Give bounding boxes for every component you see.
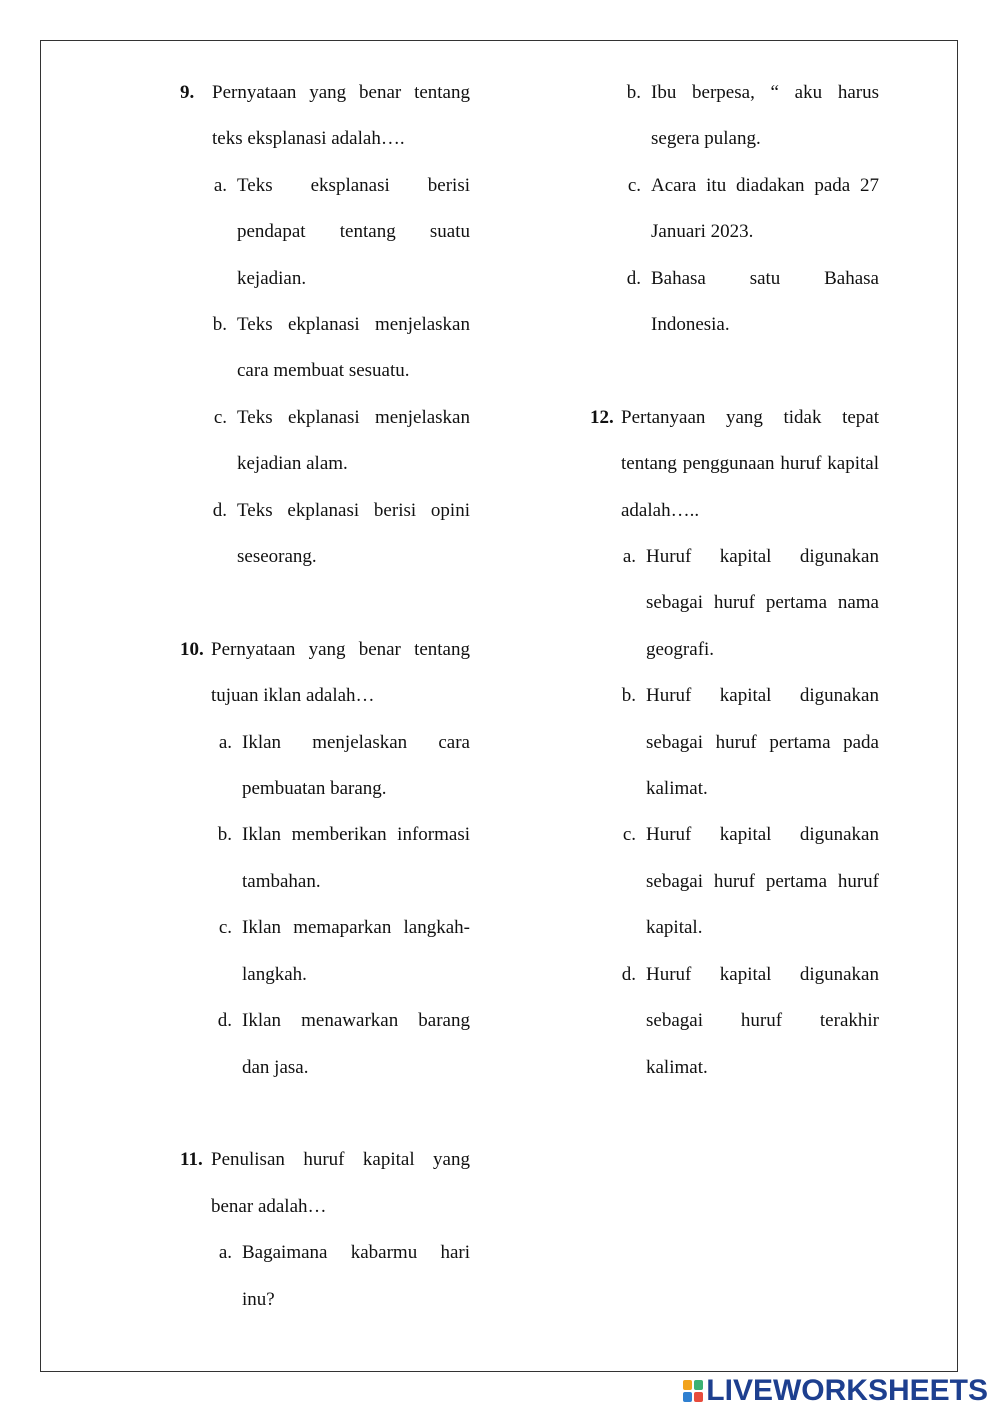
option-letter: d. (621, 963, 636, 985)
option-c[interactable] (180, 395, 470, 488)
options-list (590, 534, 879, 1091)
option-letter: c. (213, 406, 227, 428)
option-letter: d. (626, 267, 641, 289)
option-d[interactable] (180, 488, 470, 581)
option-text: Teks ekplanasi menjelaskan kejadian alam. (237, 406, 470, 475)
option-letter: c. (627, 174, 641, 196)
option-letter: b. (621, 685, 636, 707)
option-letter: b. (626, 82, 641, 103)
option-letter: b. (217, 824, 232, 846)
question-11-stem (180, 1137, 470, 1230)
question-12-stem (590, 395, 879, 534)
option-text: Teks ekplanasi berisi opini seseorang. (237, 499, 470, 568)
option-letter: a. (622, 546, 636, 568)
option-text: Iklan memberikan informasi tambahan. (242, 824, 470, 892)
option-letter: c. (218, 917, 232, 939)
option-text: Teks eksplanasi berisi pendapat tentang suatu kejadian. (237, 174, 470, 289)
option-a[interactable] (180, 1230, 470, 1323)
question-10 (180, 627, 470, 1091)
option-b[interactable] (180, 812, 470, 905)
option-text: Huruf kapital digunakan sebagai huruf pertama huruf kapital. (646, 824, 879, 939)
liveworksheets-logo-icon (683, 1380, 703, 1402)
option-letter: a. (218, 731, 232, 753)
question-number: 9. (180, 82, 195, 103)
option-text: Teks ekplanasi menjelaskan cara membuat sesuatu. (237, 314, 470, 382)
right-column (590, 70, 879, 1137)
options-list (590, 70, 879, 348)
question-9 (180, 70, 470, 580)
question-text: Penulisan huruf kapital yang benar adalah… (211, 1149, 470, 1217)
liveworksheets-watermark (683, 1376, 988, 1406)
question-text: Pertanyaan yang tidak tepat tentang penggunaan huruf kapital adalah….. (621, 406, 879, 521)
option-c[interactable] (180, 905, 470, 998)
option-c[interactable] (590, 812, 879, 951)
question-9-stem (180, 70, 470, 163)
logo-tile (683, 1380, 692, 1390)
option-letter: b. (212, 314, 227, 336)
option-text: Iklan memaparkan langkah-langkah. (242, 917, 470, 985)
option-b[interactable] (590, 70, 879, 163)
question-11 (180, 1137, 470, 1323)
logo-tile (683, 1392, 692, 1402)
option-a[interactable] (180, 163, 470, 302)
question-number: 11. (180, 1149, 203, 1171)
option-letter: d. (217, 1010, 232, 1032)
option-d[interactable] (180, 998, 470, 1091)
option-d[interactable] (590, 256, 879, 349)
option-letter: a. (218, 1242, 232, 1264)
option-text: Huruf kapital digunakan sebagai huruf pertama pada kalimat. (646, 685, 879, 800)
options-list (180, 720, 470, 1091)
option-text: Acara itu diadakan pada 27 Januari 2023. (651, 174, 879, 243)
option-text: Ibu berpesa, “ aku harus segera pulang. (651, 82, 879, 150)
options-list (180, 163, 470, 581)
option-d[interactable] (590, 952, 879, 1091)
option-b[interactable] (590, 673, 879, 812)
option-b[interactable] (180, 302, 470, 395)
option-c[interactable] (590, 163, 879, 256)
question-number: 10. (180, 638, 204, 660)
logo-tile (694, 1392, 703, 1402)
question-11-continued (590, 70, 879, 348)
option-a[interactable] (590, 534, 879, 673)
option-letter: d. (212, 499, 227, 521)
watermark-text: LIVEWORKSHEETS (706, 1374, 988, 1407)
option-text: Huruf kapital digunakan sebagai huruf pertama nama geografi. (646, 546, 879, 660)
question-text: Pernyataan yang benar tentang teks eksplanasi adalah…. (212, 82, 470, 150)
question-12 (590, 395, 879, 1091)
logo-tile (694, 1380, 703, 1390)
option-a[interactable] (180, 720, 470, 813)
question-10-stem (180, 627, 470, 720)
options-list (180, 1230, 470, 1323)
option-text: Iklan menawarkan barang dan jasa. (242, 1010, 470, 1078)
option-text: Bagaimana kabarmu hari inu? (242, 1242, 470, 1310)
option-letter: c. (622, 824, 636, 846)
option-text: Bahasa satu Bahasa Indonesia. (651, 267, 879, 336)
question-text: Pernyataan yang benar tentang tujuan iklan adalah… (211, 638, 470, 707)
left-column (180, 70, 470, 1369)
question-number: 12. (590, 406, 614, 428)
option-text: Iklan menjelaskan cara pembuatan barang. (242, 731, 470, 800)
option-text: Huruf kapital digunakan sebagai huruf terakhir kalimat. (646, 963, 879, 1078)
option-letter: a. (213, 174, 227, 196)
